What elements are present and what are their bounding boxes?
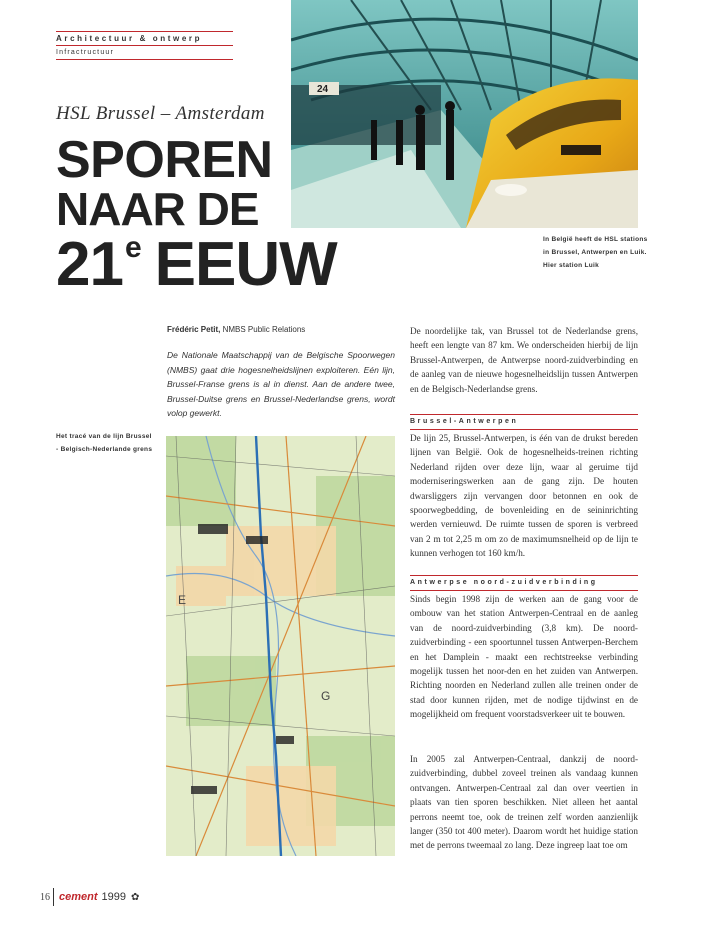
page-footer [40, 888, 139, 906]
map-label-e: E [178, 593, 187, 607]
article-paragraph-4: In 2005 zal Antwerpen-Centraal, dankzij de noord-zuidverbinding, dubbel zoveel treinen als vandaag kunnen ontvangen. Antwerpen-Centraal zal dan over veertien in plaats van tien sporen beschikken. Niet alleen het aantal perrons neemt toe, ook de treinen zelf worden aanzienlijk langer (350 tot 400 meter). Daarom wordt het huidige station met de perrons tweemaal zo lang. Deze ingreep laat toe om [410, 754, 638, 851]
footer-divider [53, 888, 54, 906]
flower-icon: ✿ [131, 891, 140, 903]
headline-line-3 [56, 230, 337, 299]
station-photo [291, 0, 638, 228]
headline-superscript: e [124, 231, 141, 264]
article-paragraph-2: De lijn 25, Brussel-Antwerpen, is één van de drukst bereden lijnen van België. Ook de hogesnelheids-treinen richting Nederland rijden over deze lijn, waar al geruime tijd moderniseringswerken aan de gang zijn. De houten dwarsliggers zijn vervangen door betonnen en ook de spoorwegbedding, de bovenleiding en de seininrichting werden vernieuwd. De ruimte tussen de sporen is verbreed van 2 m tot 2,25 m om zo de maximumsnelheid op de lijn te kunnen verhogen tot 160 km/h. [410, 433, 638, 559]
header-rule-top [56, 31, 233, 32]
article-paragraph-3: Sinds begin 1998 zijn de werken aan de gang voor de ombouw van het station Antwerpen-Centraal en de aanleg van de noord-zuidverbinding (3,8 km). De noord-zuidverbinding - een spoortunnel tussen Antwerpen-Berchem en het Damplein - maakt een rechtstreekse verbinding mogelijk tussen het noor-den en het zuiden van Antwerpen. Richting noorden en Nederland zullen alle treinen onder de stad door kunnen rijden, met de nodige tijdwinst en de mogelijkheid om frequent voorstadsverkeer uit te bouwen. [410, 594, 638, 720]
headline-number: 21 [56, 230, 123, 299]
platform-sign: 24 [317, 84, 329, 95]
article-subtitle: HSL Brussel – Amsterdam [56, 103, 265, 124]
page-number: 16 [40, 891, 50, 903]
header-rule-bottom [56, 59, 233, 60]
section-rule-2-bottom [410, 590, 638, 591]
headline-word: EEUW [154, 230, 337, 299]
route-map [166, 436, 395, 856]
author-name: Frédéric Petit, [167, 325, 221, 334]
header-section: Infractructuur [56, 49, 115, 56]
header-kicker: Architectuur & ontwerp [56, 34, 203, 43]
article-paragraph-1: De noordelijke tak, van Brussel tot de Nederlandse grens, heeft een lengte van 87 km. We onderscheiden hierbij de lijn Brussel-Antwerpen, de Antwerpse noord-zuidverbinding en de aanleg van de nieuwe hogesnelheidslijn tussen Antwerpen en de Belgisch-Nederlandse grens. [410, 326, 638, 394]
intro-paragraph: De Nationale Maatschappij van de Belgische Spoorwegen (NMBS) gaat drie hogesnelheidslijnen exploiteren. Eén lijn, Brussel-Franse grens is al in dienst. Aan de andere twee, Brussel-Duitse grens en Brussel-Nederlandse grens, wordt volop gewerkt. [167, 350, 395, 418]
section-title-brussel-antwerpen: Brussel-Antwerpen [410, 418, 519, 425]
section-title-noord-zuidverbinding: Antwerpse noord-zuidverbinding [410, 579, 598, 586]
magazine-name: cement [59, 891, 98, 903]
photo-caption: In België heeft de HSL stations in Brussel, Antwerpen en Luik. Hier station Luik [543, 236, 648, 269]
author-line [167, 325, 305, 334]
section-rule-2-top [410, 575, 638, 576]
author-role: NMBS Public Relations [222, 325, 306, 334]
map-label-g: G [321, 689, 331, 703]
magazine-year: 1999 [101, 891, 127, 903]
map-caption: Het tracé van de lijn Brussel - Belgisch-Nederlande grens [56, 433, 153, 453]
headline-line-1: SPOREN [56, 131, 273, 189]
section-rule-1-bottom [410, 429, 638, 430]
headline-line-2: NAAR DE [56, 183, 259, 235]
header-rule-middle [56, 45, 233, 46]
section-rule-1-top [410, 414, 638, 415]
